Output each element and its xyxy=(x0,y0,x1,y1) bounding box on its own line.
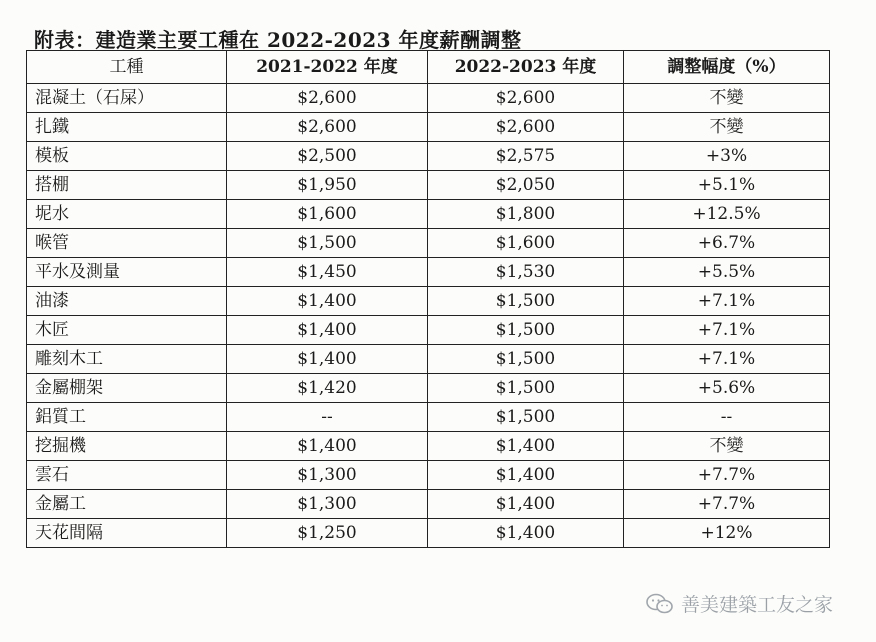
cell-adjustment: +6.7% xyxy=(624,229,830,258)
cell-trade: 雕刻木工 xyxy=(27,345,227,374)
cell-trade: 鋁質工 xyxy=(27,403,227,432)
cell-adjustment: 不變 xyxy=(624,432,830,461)
cell-rate-2021-2022: $1,420 xyxy=(227,374,428,403)
page-title: 附表：建造業主要工種在 2022-2023 年度薪酬調整 xyxy=(34,28,522,52)
cell-adjustment: +7.7% xyxy=(624,461,830,490)
cell-rate-2021-2022: $1,400 xyxy=(227,432,428,461)
table-row xyxy=(27,519,830,548)
cell-rate-2021-2022: -- xyxy=(227,403,428,432)
cell-adjustment: -- xyxy=(624,403,830,432)
cell-adjustment: +7.1% xyxy=(624,287,830,316)
cell-rate-2022-2023: $2,050 xyxy=(428,171,624,200)
cell-rate-2021-2022: $1,300 xyxy=(227,461,428,490)
cell-rate-2021-2022: $2,500 xyxy=(227,142,428,171)
cell-trade: 金屬工 xyxy=(27,490,227,519)
cell-adjustment: +7.1% xyxy=(624,345,830,374)
table-row xyxy=(27,84,830,113)
table-row xyxy=(27,345,830,374)
cell-rate-2022-2023: $1,500 xyxy=(428,316,624,345)
table-row xyxy=(27,461,830,490)
wechat-watermark xyxy=(645,590,833,617)
cell-rate-2022-2023: $1,400 xyxy=(428,490,624,519)
cell-rate-2022-2023: $1,400 xyxy=(428,461,624,490)
table-row xyxy=(27,171,830,200)
cell-trade: 天花間隔 xyxy=(27,519,227,548)
table-row xyxy=(27,287,830,316)
watermark-text: 善美建築工友之家 xyxy=(681,594,834,616)
cell-rate-2021-2022: $1,300 xyxy=(227,490,428,519)
cell-trade: 混凝土（石屎） xyxy=(27,84,227,113)
cell-rate-2021-2022: $2,600 xyxy=(227,113,428,142)
header-2022-2023: 2022-2023 年度 xyxy=(428,51,624,84)
wage-adjustment-table xyxy=(26,50,830,548)
cell-adjustment: +7.7% xyxy=(624,490,830,519)
cell-rate-2022-2023: $1,400 xyxy=(428,519,624,548)
table-row xyxy=(27,316,830,345)
cell-rate-2021-2022: $1,400 xyxy=(227,287,428,316)
cell-rate-2022-2023: $1,800 xyxy=(428,200,624,229)
table-body xyxy=(27,84,830,548)
table-row xyxy=(27,374,830,403)
cell-rate-2022-2023: $1,500 xyxy=(428,374,624,403)
cell-rate-2021-2022: $1,450 xyxy=(227,258,428,287)
table-row xyxy=(27,200,830,229)
cell-trade: 雲石 xyxy=(27,461,227,490)
cell-trade: 喉管 xyxy=(27,229,227,258)
cell-rate-2021-2022: $1,400 xyxy=(227,316,428,345)
cell-rate-2021-2022: $1,400 xyxy=(227,345,428,374)
cell-adjustment: +3% xyxy=(624,142,830,171)
table-header-row xyxy=(27,51,830,84)
table-row xyxy=(27,432,830,461)
cell-rate-2022-2023: $1,400 xyxy=(428,432,624,461)
cell-trade: 扎鐵 xyxy=(27,113,227,142)
cell-rate-2022-2023: $1,530 xyxy=(428,258,624,287)
cell-trade: 挖掘機 xyxy=(27,432,227,461)
cell-rate-2021-2022: $1,500 xyxy=(227,229,428,258)
cell-adjustment: +12% xyxy=(624,519,830,548)
cell-adjustment: 不變 xyxy=(624,84,830,113)
header-adjustment: 調整幅度（%） xyxy=(624,51,830,84)
cell-trade: 搭棚 xyxy=(27,171,227,200)
table-row xyxy=(27,258,830,287)
cell-rate-2021-2022: $2,600 xyxy=(227,84,428,113)
cell-rate-2022-2023: $1,500 xyxy=(428,345,624,374)
table-row xyxy=(27,113,830,142)
cell-rate-2021-2022: $1,600 xyxy=(227,200,428,229)
cell-rate-2022-2023: $1,500 xyxy=(428,287,624,316)
cell-trade: 金屬棚架 xyxy=(27,374,227,403)
cell-adjustment: +5.5% xyxy=(624,258,830,287)
cell-trade: 木匠 xyxy=(27,316,227,345)
cell-rate-2022-2023: $1,500 xyxy=(428,403,624,432)
header-2021-2022: 2021-2022 年度 xyxy=(227,51,428,84)
table-row xyxy=(27,142,830,171)
cell-adjustment: +7.1% xyxy=(624,316,830,345)
cell-rate-2022-2023: $2,600 xyxy=(428,113,624,142)
cell-trade: 平水及測量 xyxy=(27,258,227,287)
table-row xyxy=(27,403,830,432)
wechat-icon xyxy=(645,592,675,616)
cell-adjustment: 不變 xyxy=(624,113,830,142)
table-row xyxy=(27,490,830,519)
cell-adjustment: +5.6% xyxy=(624,374,830,403)
cell-rate-2021-2022: $1,250 xyxy=(227,519,428,548)
cell-rate-2021-2022: $1,950 xyxy=(227,171,428,200)
cell-trade: 模板 xyxy=(27,142,227,171)
cell-adjustment: +12.5% xyxy=(624,200,830,229)
cell-trade: 坭水 xyxy=(27,200,227,229)
cell-trade: 油漆 xyxy=(27,287,227,316)
header-trade: 工種 xyxy=(27,51,227,84)
cell-adjustment: +5.1% xyxy=(624,171,830,200)
table-row xyxy=(27,229,830,258)
cell-rate-2022-2023: $2,600 xyxy=(428,84,624,113)
cell-rate-2022-2023: $1,600 xyxy=(428,229,624,258)
cell-rate-2022-2023: $2,575 xyxy=(428,142,624,171)
